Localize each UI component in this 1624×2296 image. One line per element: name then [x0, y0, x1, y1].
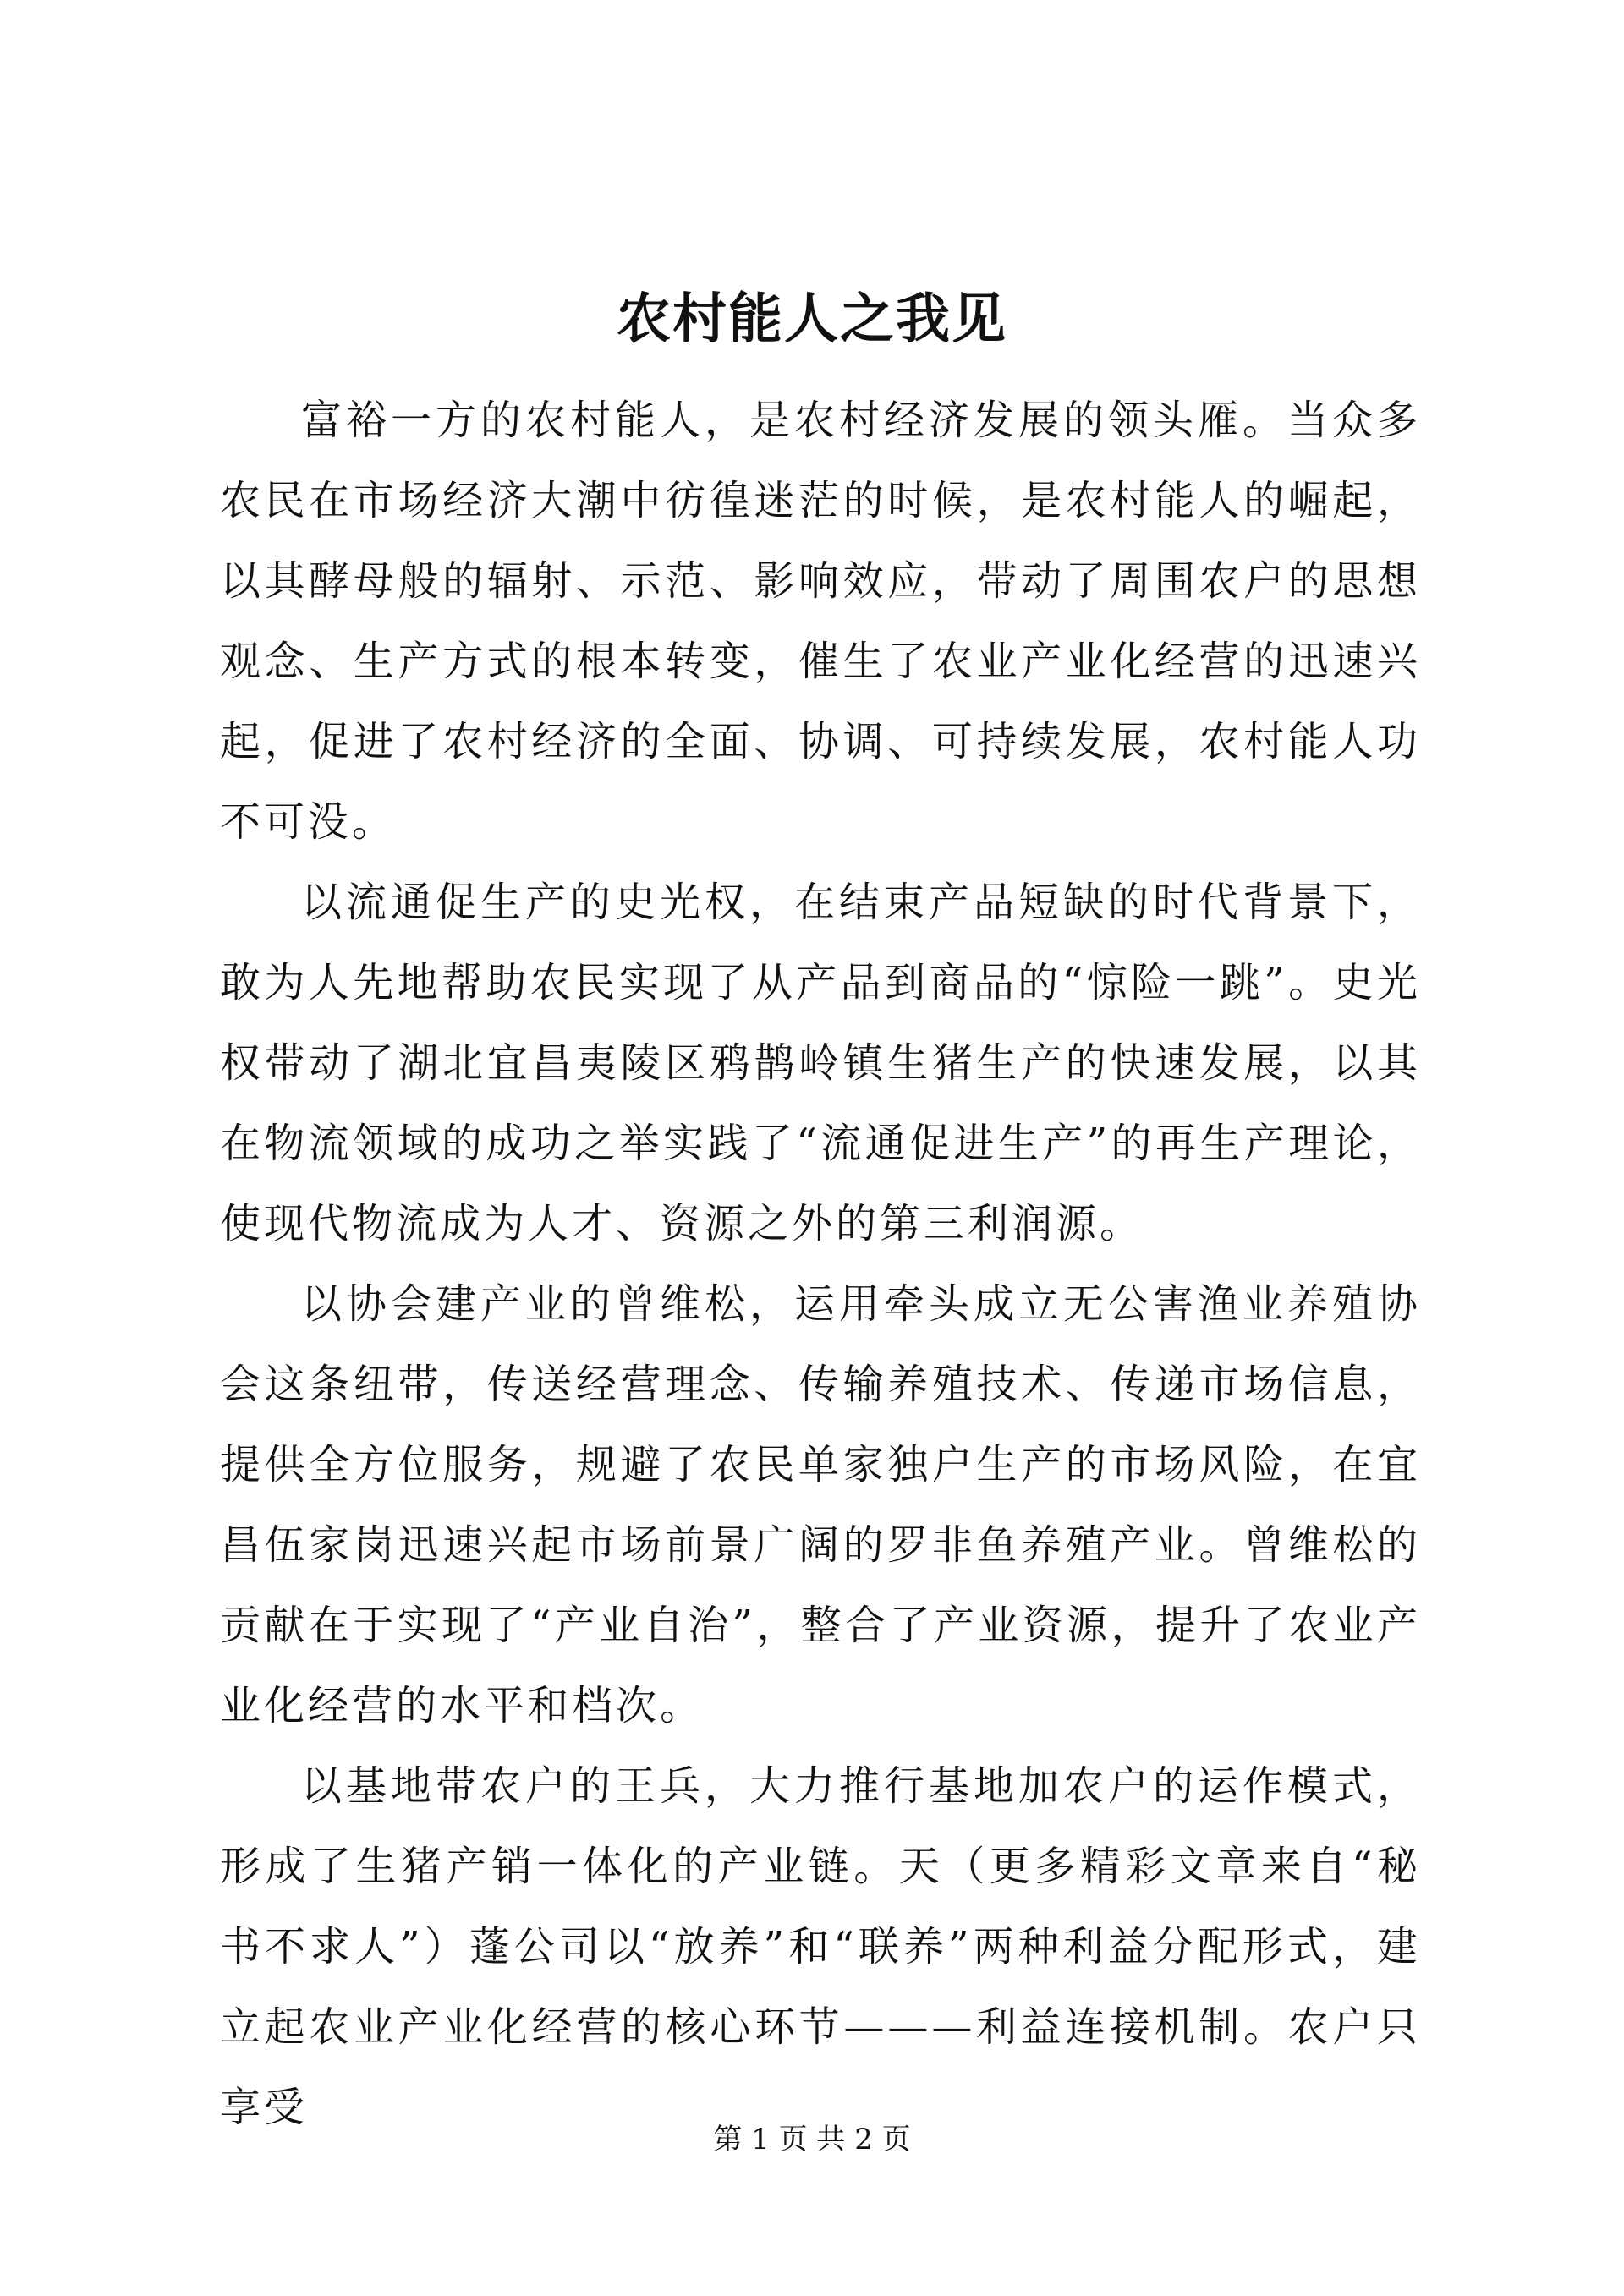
document-body: [220, 381, 1421, 2148]
paragraph-1: 富裕一方的农村能人，是农村经济发展的领头雁。当众多农民在市场经济大潮中彷徨迷茫的时候，是农村能人的崛起，以其酵母般的辐射、示范、影响效应，带动了周围农户的思想观念、生产方式的根本转变，催生了农业产业化经营的迅速兴起，促进了农村经济的全面、协调、可持续发展，农村能人功不可没。: [220, 397, 1421, 846]
paragraph-2: 以流通促生产的史光权，在结束产品短缺的时代背景下，敢为人先地帮助农民实现了从产品到商品的“惊险一跳”。史光权带动了湖北宜昌夷陵区鸦鹊岭镇生猪生产的快速发展，以其在物流领域的成功之举实践了“流通促进生产”的再生产理论，使现代物流成为人才、资源之外的第三利润源。: [220, 879, 1421, 1247]
paragraph-3: 以协会建产业的曾维松，运用牵头成立无公害渔业养殖协会这条纽带，传送经营理念、传输养殖技术、传递市场信息，提供全方位服务，规避了农民单家独户生产的市场风险，在宜昌伍家岗迅速兴起市场前景广阔的罗非鱼养殖产业。曾维松的贡献在于实现了“产业自治”，整合了产业资源，提升了农业产业化经营的水平和档次。: [220, 1280, 1421, 1729]
document-title: 农村能人之我见: [617, 288, 1007, 351]
page-number-footer: 第 1 页 共 2 页: [713, 2123, 911, 2156]
paragraph-4: 以基地带农户的王兵，大力推行基地加农户的运作模式，形成了生猪产销一体化的产业链。天（更多精彩文章来自“秘书不求人”）蓬公司以“放养”和“联养”两种利益分配形式，建立起农业产业化经营的核心环节———利益连接机制。农户只享受: [220, 1762, 1421, 2131]
